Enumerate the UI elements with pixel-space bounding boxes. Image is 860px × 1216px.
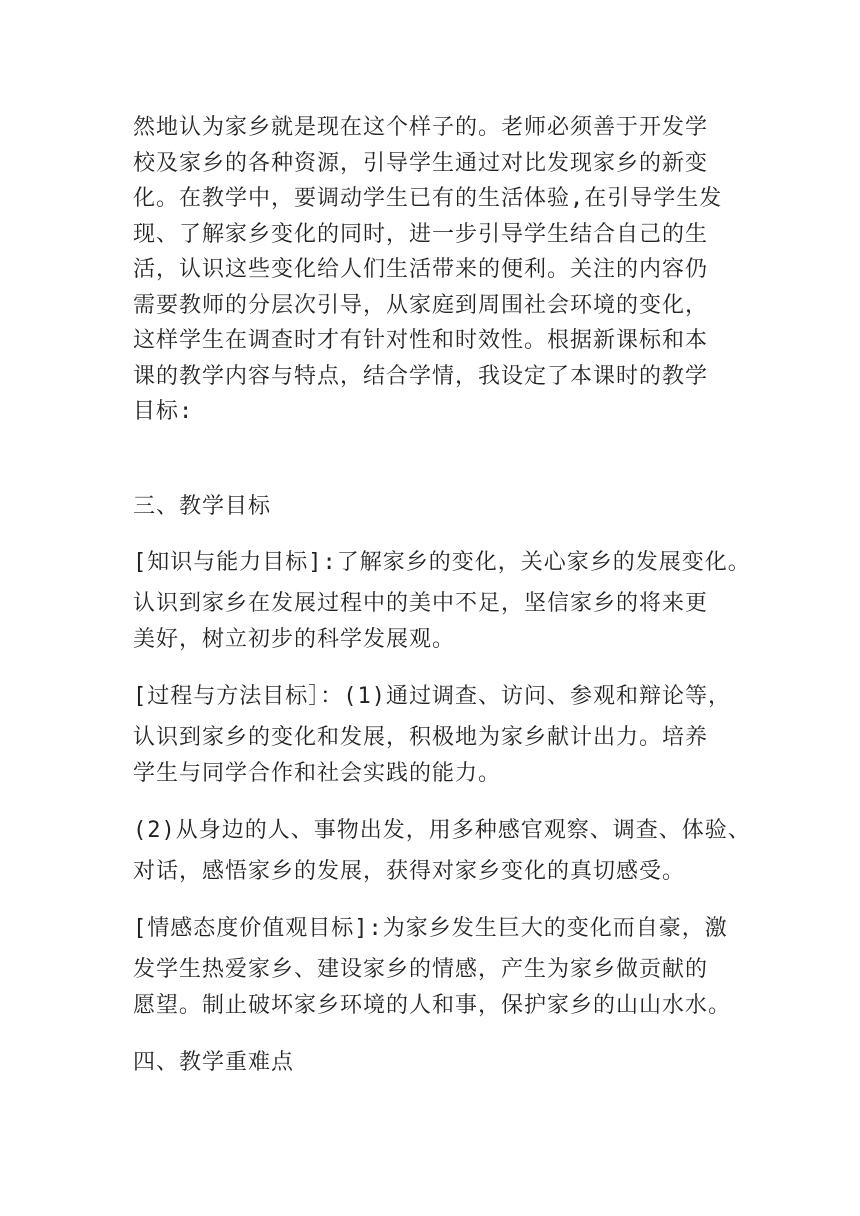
paragraph-line: [知识与能力目标]:了解家乡的变化，关心家乡的发展变化。	[133, 550, 751, 575]
paragraph-line: 认识到家乡的变化和发展，积极地为家乡献计出力。培养	[133, 725, 709, 750]
paragraph-line: 需要教师的分层次引导，从家庭到周围社会环境的变化，	[133, 293, 709, 318]
paragraph-line: 愿望。制止破坏家乡环境的人和事，保护家乡的山山水水。	[133, 993, 732, 1018]
paragraph-line: 对话，感悟家乡的发展，获得对家乡变化的真切感受。	[133, 859, 686, 884]
paragraph-line: [过程与方法目标］：(1)通过调查、访问、参观和辩论等，	[133, 684, 731, 709]
paragraph-line: 发学生热爱家乡、建设家乡的情感，产生为家乡做贡献的	[133, 957, 709, 982]
paragraph-line: 目标:	[133, 399, 194, 424]
paragraph-line: 认识到家乡在发展过程中的美中不足，坚信家乡的将来更	[133, 591, 709, 616]
section-heading-key-points: 四、教学重难点	[133, 1050, 295, 1075]
paragraph-line: 化。在教学中，要调动学生已有的生活体验,在引导学生发	[133, 186, 723, 211]
paragraph-line: 课的教学内容与特点，结合学情，我设定了本课时的教学	[133, 364, 709, 389]
paragraph-line: [情感态度价值观目标]:为家乡发生巨大的变化而自豪，激	[133, 916, 728, 941]
paragraph-line: 现、了解家乡变化的同时，进一步引导学生结合自己的生	[133, 222, 709, 247]
paragraph-line: 学生与同学合作和社会实践的能力。	[133, 761, 502, 786]
section-heading-objectives: 三、教学目标	[133, 494, 272, 519]
paragraph-line: 这样学生在调查时才有针对性和时效性。根据新课标和本	[133, 328, 709, 353]
paragraph-line: (2)从身边的人、事物出发，用多种感官观察、调查、体验、	[133, 818, 751, 843]
paragraph-line: 然地认为家乡就是现在这个样子的。老师必须善于开发学	[133, 115, 709, 140]
paragraph-line: 美好，树立初步的科学发展观。	[133, 627, 456, 652]
paragraph-line: 活，认识这些变化给人们生活带来的便利。关注的内容仍	[133, 257, 709, 282]
paragraph-line: 校及家乡的各种资源，引导学生通过对比发现家乡的新变	[133, 151, 709, 176]
